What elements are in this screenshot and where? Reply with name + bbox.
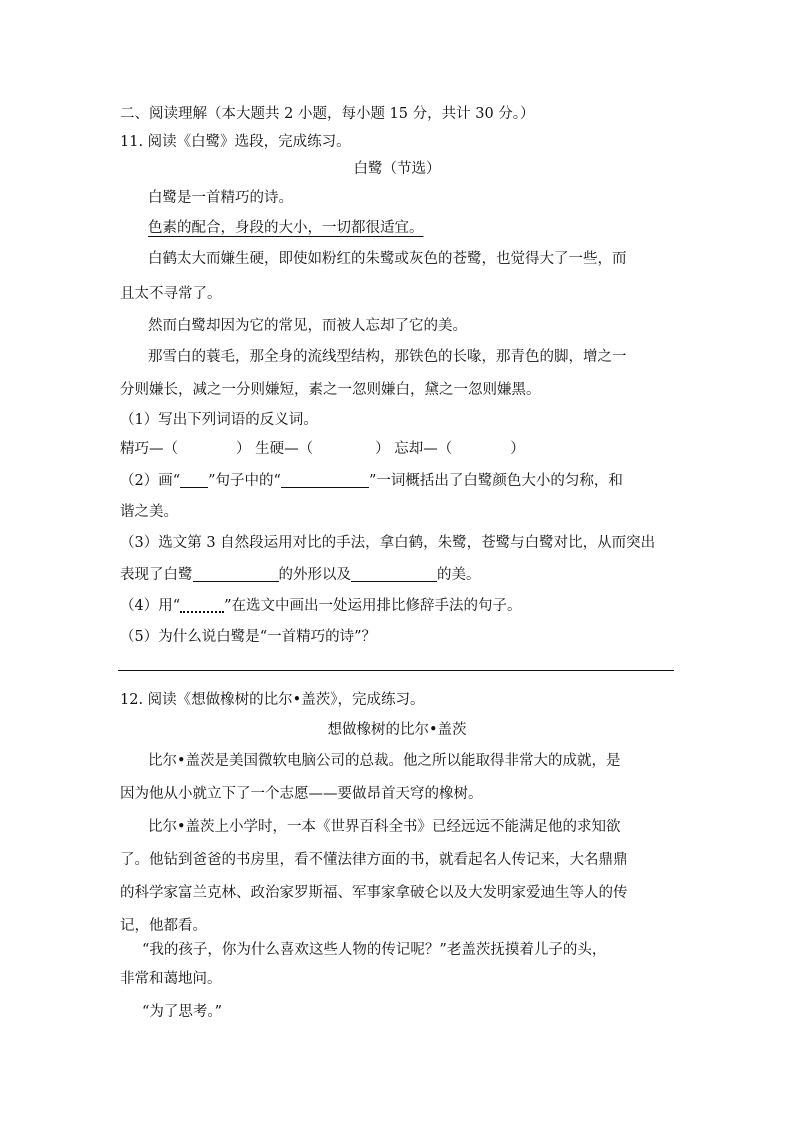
antonym-close-paren: ） — [510, 441, 525, 457]
q11-prompt: 11. 阅读《白鹭》选段，完成练习。 — [120, 134, 351, 150]
antonym-label-shengying: ） 生硬—（ — [236, 441, 314, 457]
q12-paragraph-1-line-1: 比尔•盖茨是美国微软电脑公司的总裁。他之所以能取得非常大的成就，是 — [148, 753, 621, 769]
q11-antonym-row — [120, 437, 525, 458]
sub4-text-1: （4）用“ — [120, 598, 181, 614]
sub2-text-1: （2）画“ — [120, 473, 181, 489]
q11-paragraph-3-line-2: 且太不寻常了。 — [120, 286, 222, 302]
sub2-answer-blank[interactable] — [281, 473, 369, 489]
sub3-text-3: 的美。 — [437, 567, 481, 583]
q11-sub-question-5: （5）为什么说白鹭是“一首精巧的诗”？ — [120, 629, 377, 645]
q12-paragraph-2-line-4: 记，他都看。 — [120, 918, 207, 934]
q11-sub-question-4 — [120, 594, 522, 615]
sub4-text-2: ”在选文中画出一处运用排比修辞手法的句子。 — [224, 598, 522, 614]
q11-paragraph-4: 然而白鹭却因为它的常见，而被人忘却了它的美。 — [148, 318, 467, 334]
q12-paragraph-2-line-1: 比尔•盖茨上小学时，一本《世界百科全书》已经远远不能满足他的求知欲 — [148, 819, 621, 835]
q11-sub-question-2-line-2: 谐之美。 — [120, 504, 178, 520]
q12-paragraph-3-line-1: “我的孩子，你为什么喜欢这些人物的传记呢？”老盖茨抚摸着儿子的头， — [142, 942, 607, 958]
q11-sub-question-3-line-2 — [120, 563, 481, 584]
sub3-text-1: 表现了白鹭 — [120, 567, 193, 583]
q12-paragraph-3-line-2: 非常和蔼地问。 — [120, 971, 222, 987]
q12-prompt: 12. 阅读《想做橡树的比尔•盖茨》，完成练习。 — [120, 692, 425, 708]
q12-paragraph-1-line-2: 因为他从小就立下了一个志愿——要做昂首天穹的橡树。 — [120, 786, 483, 802]
section-divider — [118, 670, 674, 671]
antonym-label-wangque: ） 忘却—（ — [375, 441, 453, 457]
q11-sub-question-2-line-1 — [120, 469, 623, 490]
q11-passage-title: 白鹭（节选） — [353, 161, 441, 177]
q12-passage-title: 想做橡树的比尔•盖茨 — [327, 722, 467, 738]
q11-paragraph-3-line-1: 白鹤太大而嫌生硬，即使如粉红的朱鹭或灰色的苍鹭，也觉得大了一些，而 — [148, 251, 627, 267]
q11-paragraph-5-line-2: 分则嫌长，减之一分则嫌短，素之一忽则嫌白，黛之一忽则嫌黑。 — [120, 382, 541, 398]
q11-paragraph-5-line-1: 那雪白的蓑毛，那全身的流线型结构，那铁色的长喙，那青色的脚，增之一 — [148, 349, 627, 365]
q11-sub-question-3-line-1: （3）选文第 3 自然段运用对比的手法，拿白鹤，朱鹭，苍鹭与白鹭对比，从而突出 — [120, 535, 656, 551]
antonym-label-jingqiao: 精巧—（ — [120, 441, 178, 457]
wavy-underline-mark-sample — [180, 597, 224, 614]
sub3-answer-blank-1[interactable] — [193, 567, 279, 583]
q12-paragraph-2-line-3: 的科学家富兰克林、政治家罗斯福、军事家拿破仑以及大发明家爱迪生等人的传 — [120, 885, 628, 901]
q11-paragraph-1: 白鹭是一首精巧的诗。 — [148, 190, 293, 206]
section-header: 二、阅读理解（本大题共 2 小题，每小题 15 分，共计 30 分。） — [120, 106, 535, 122]
sub3-text-2: 的外形以及 — [278, 567, 351, 583]
q11-paragraph-2-underlined: 色素的配合，身段的大小，一切都很适宜。 — [148, 220, 424, 236]
sub3-answer-blank-2[interactable] — [351, 567, 437, 583]
q11-sub-question-1: （1）写出下列词语的反义词。 — [120, 412, 318, 428]
q12-paragraph-2-line-2: 了。他钻到爸爸的书房里，看不懂法律方面的书，就看起名人传记来，大名鼎鼎 — [120, 852, 628, 868]
sub2-text-2: ”句子中的“ — [208, 473, 281, 489]
sub2-text-3: ”一词概括出了白鹭颜色大小的匀称，和 — [368, 473, 623, 489]
q12-paragraph-4: “为了思考。” — [142, 1004, 223, 1020]
underline-mark-sample — [180, 473, 208, 489]
